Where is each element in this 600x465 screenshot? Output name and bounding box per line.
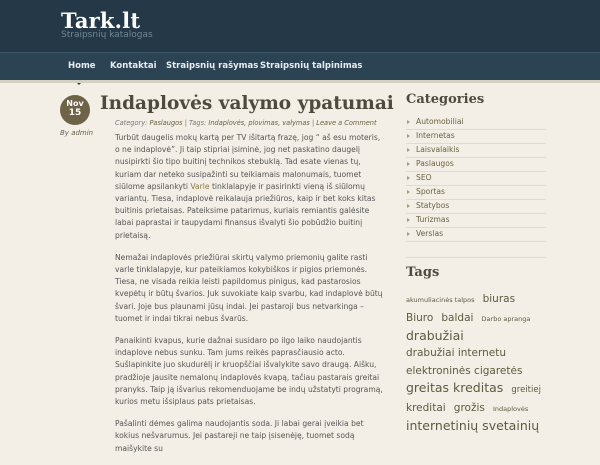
category-label[interactable]: Laisvalaikis [416,145,460,154]
bullet-icon [407,204,410,208]
category-item[interactable] [406,200,546,214]
post-paragraph [115,132,385,242]
nav-item-straipsniu-talpinimas[interactable]: Straipsnių talpinimas [260,61,363,71]
tag-link[interactable]: grožis [453,402,485,414]
leave-comment-link[interactable]: Leave a Comment [316,119,377,127]
tag-cloud [406,289,546,433]
site-header [0,0,600,52]
post-body [115,132,385,465]
post-meta [115,119,377,127]
tags-label: | Tags: [184,119,207,127]
bullet-icon [407,148,410,152]
tag-link[interactable]: elektroninės cigaretės [406,365,523,377]
post-tags-links[interactable]: Indaplovės, plovimas, valymas [208,119,310,127]
tag-link[interactable]: greitiej [511,385,541,395]
bullet-icon [407,232,410,236]
tags-heading: Tags [406,265,440,280]
bullet-icon [407,176,410,180]
category-label[interactable]: Internetas [416,131,455,140]
category-item[interactable] [406,116,546,130]
category-item[interactable] [406,228,546,242]
post-title[interactable]: Indaplovės valymo ypatumai [100,93,394,114]
sidebar-divider [406,257,546,258]
category-item[interactable] [406,172,546,186]
post-paragraph: Pašalinti dėmes galima naudojantis soda. Ji labai gerai įveikia bet kokius nešvarumus. Jei pastareji ne taip įsisenėję, tuomet sodą maišykite su [115,419,364,453]
category-item[interactable] [406,130,546,144]
tag-link[interactable]: greitas kreditas [406,380,504,395]
byline-prefix: By [60,129,69,137]
tag-link[interactable]: baldai [441,312,474,324]
bullet-icon [407,218,410,222]
bullet-icon [407,162,410,166]
categories-heading: Categories [406,92,485,107]
category-label[interactable]: Statybos [416,201,450,210]
nav-item-kontaktai[interactable]: Kontaktai [110,61,157,71]
tag-link[interactable]: biuras [482,293,516,305]
category-label[interactable]: SEO [416,173,432,182]
post-paragraph: Panaikinti kvapus, kurie dažnai susidaro po ilgo laiko naudojantis indaplove nebus sunku. Tam jums reikės paprasčiausio acto. Sušlapinkite juo skudurėlį ir kruopščiai išvalykite savo draugą. Aišku, pradžioje jausite nemalonų indaplovės kvapą, tačiau pastarais greitai pranyks. Taip ją išvarius rekomenduojame be indų užstatyti programą, kurios metu išsiplaus pats prietaisas. [115,336,383,407]
meta-separator: | [311,119,315,127]
tag-link[interactable]: kreditai [406,402,446,414]
category-label: Category: [115,119,148,127]
categories-list [406,116,546,242]
site-tagline: Straipsnių katalogas [61,30,153,40]
nav-item-home[interactable]: Home [68,61,96,71]
varle-link[interactable]: Varle [190,181,210,191]
tag-link[interactable]: akumuliacinės talpos [406,296,475,304]
post-paragraph: Nemažai indaplovės priežiūrai skirtų valymo priemonių galite rasti varle tinklalapyje, kur pateikiamos kokybiškos ir pigios priemonės. Tiesa, ne visada reikia leisti papildomus pinigus, kad pastarosios kvepėtų ir būtų švarios. Juk suvokiate kaip svarbu, kad indaplovė būtų švari. Joje bus plaunami jūsų indai. Jei pastaroji bus netvarkinga – tuomet ir indai tikrai nebus švarūs. [115,252,383,323]
paragraph-text: tinklalapyje ir pasirinkti vieną iš siūlomų variantų. Tiesa, indaplovė reikalauja priežiūros, kaip ir bet koks kitas buitinis prietaisas. Pateiksime patarimus, kuriais remiantis galėsite labai paprastai ir taupydami finansus išvalyti šio pobūdžio buitinį prietaisą. [115,181,376,240]
tag-link[interactable]: Biuro [406,312,434,324]
nav-item-straipsniu-rasymas[interactable]: Straipsnių rašymas [166,61,259,71]
bullet-icon [407,190,410,194]
tag-link[interactable]: Indaplovės [492,405,529,413]
tag-link[interactable]: internetinių svetainių [406,418,540,433]
category-label[interactable]: Turizmas [416,215,450,224]
post-byline [60,129,93,137]
category-label[interactable]: Sportas [416,187,445,196]
category-label[interactable]: Paslaugos [416,159,454,168]
category-item[interactable] [406,186,546,200]
tag-link[interactable]: drabužiai [406,328,464,343]
bullet-icon [407,120,410,124]
paragraph-text: Turbūt daugelis mokų kartą per TV išitartą frazę, jog “ aš esu moteris, o ne indaplovė”. Ji taip stipriai įsiminė, jog net paskatino daugelį nusipirkti šio tipo buitinį technikos stebuklą. Tad esate vienas tų, kuriam dar neteko susipažinti su teikiamais malonumais, tuomet siūlome apsilankyti [115,133,381,191]
bullet-icon [407,134,410,138]
tag-link[interactable]: Darbo apranga [481,315,531,323]
category-item[interactable] [406,158,546,172]
category-label[interactable]: Automobiliai [416,117,464,126]
main-nav [0,52,600,80]
site-title[interactable]: Tark.lt [61,8,141,33]
post-date-day: 15 [68,108,82,118]
post-date-month: Nov [66,99,84,108]
header-divider [0,80,600,83]
author-link[interactable]: admin [71,129,94,137]
category-link[interactable]: Paslaugos [149,119,183,127]
category-item[interactable] [406,144,546,158]
category-item[interactable] [406,214,546,228]
post-date-badge [60,95,90,125]
tag-link[interactable]: drabužiai internetu [406,347,507,359]
category-label[interactable]: Verslas [416,229,444,238]
